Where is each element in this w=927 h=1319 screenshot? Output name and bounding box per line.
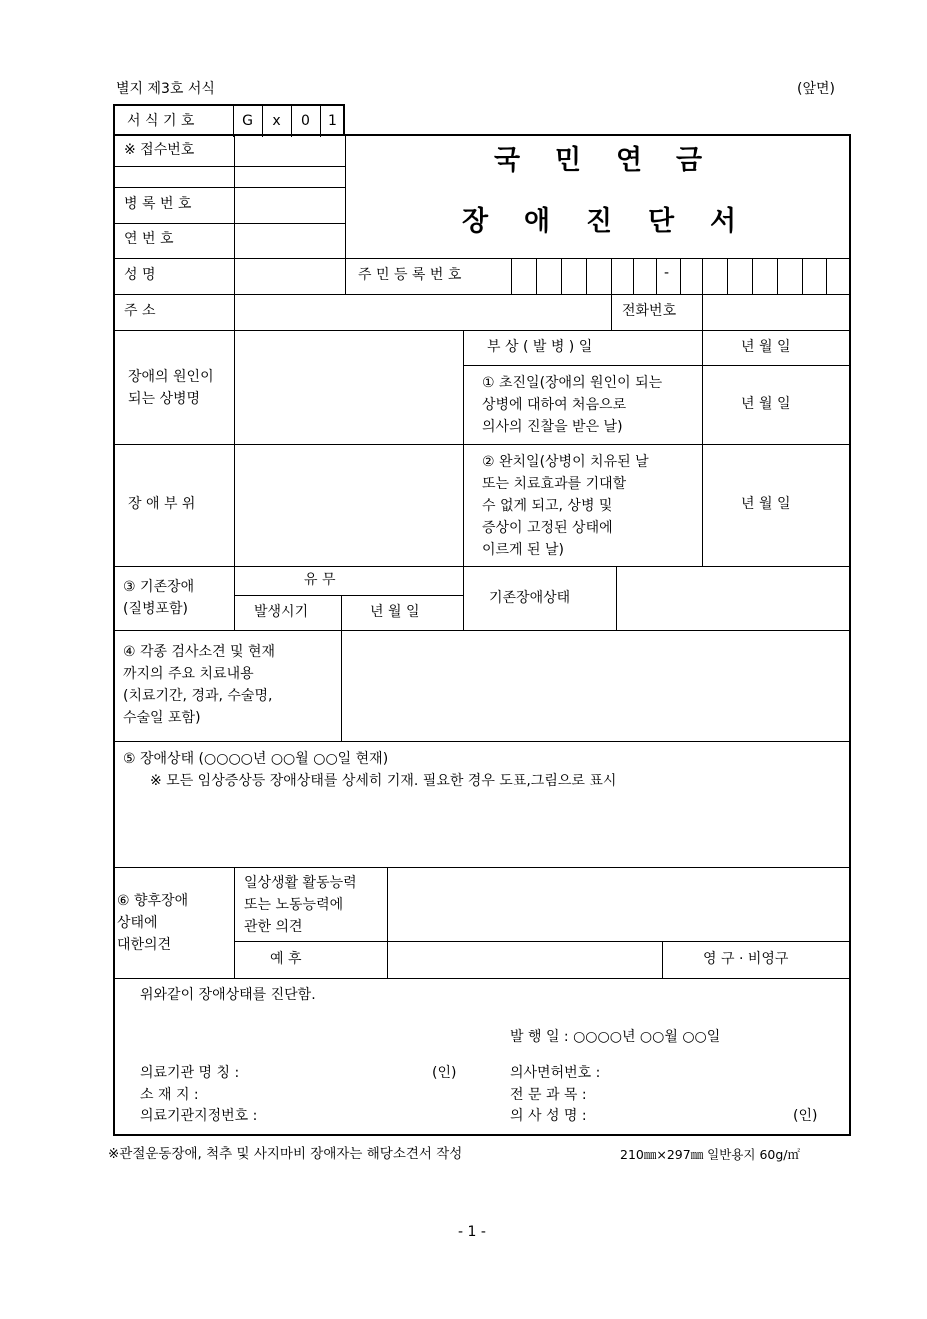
daily-ability-line: 관한 의견: [244, 919, 303, 935]
cure-date-line: 증상이 고정된 상태에: [482, 520, 613, 536]
onset-label: 발생시기: [254, 604, 309, 620]
pre-existing-label: [123, 576, 194, 620]
cause-label: [128, 366, 214, 410]
daily-ability-line: 일상생활 활동능력: [244, 875, 357, 891]
serial-no-label: 연 번 호: [124, 231, 174, 247]
footer-note: ※관절운동장애, 척추 및 사지마비 장애자는 해당소견서 작성: [108, 1146, 463, 1162]
exam-label-line: 수술일 포함): [123, 710, 201, 726]
rrn-dash: -: [664, 265, 670, 281]
page-side: (앞면): [797, 81, 835, 97]
cure-date-line: 수 없게 되고, 상병 및: [482, 498, 613, 514]
state-label: ⑤ 장애상태 (○○○○년 ○○월 ○○일 현재): [123, 751, 389, 767]
address-label: 주 소: [124, 303, 156, 319]
form-code-box: [113, 104, 345, 135]
title-char: 국: [494, 145, 521, 176]
hospital-seal: (인): [432, 1065, 457, 1081]
state-note: ※ 모든 임상증상등 장애상태를 상세히 기재. 필요한 경우 도표,그림으로 표시: [150, 773, 617, 789]
daily-ability-label: [244, 872, 357, 938]
future-label-line: 상태에: [117, 915, 158, 931]
future-label-line: 대한의견: [117, 937, 172, 953]
title-char: 장: [462, 206, 489, 237]
form-code-char: 0: [301, 113, 310, 129]
title-char: 서: [710, 206, 737, 237]
main-table: [113, 134, 851, 1136]
first-visit-label: [482, 372, 662, 438]
specialty-label: 전 문 과 목 :: [510, 1087, 587, 1103]
cure-date-line: ② 완치일(상병이 치유된 날: [482, 454, 649, 470]
title-char: 애: [524, 206, 551, 237]
form-code-label: 서 식 기 호: [127, 113, 195, 129]
license-no-label: 의사면허번호 :: [510, 1065, 601, 1081]
exam-label-line: (치료기간, 경과, 수술명,: [123, 688, 273, 704]
pre-existing-line: ③ 기존장애: [123, 579, 195, 595]
title-char: 금: [676, 145, 703, 176]
hospital-name-label: 의료기관 명 칭 :: [140, 1065, 240, 1081]
diagnosis-text: 위와같이 장애상태를 진단함.: [140, 987, 316, 1003]
document-title: [346, 135, 850, 258]
cure-date-ymd: 년 월 일: [741, 496, 791, 512]
paper-spec: 210㎜×297㎜ 일반용지 60g/㎡: [620, 1147, 800, 1162]
rrn-label: 주 민 등 록 번 호: [358, 267, 462, 283]
page-number: - 1 -: [458, 1224, 486, 1240]
title-char: 민: [555, 145, 582, 176]
disability-part-label: 장 애 부 위: [128, 496, 196, 512]
title-char: 연: [616, 145, 643, 176]
exam-label: [123, 641, 275, 729]
cure-date-line: 이르게 된 날): [482, 542, 564, 558]
phone-label: 전화번호: [622, 303, 677, 319]
first-visit-line: 상병에 대하여 처음으로: [482, 397, 627, 413]
cure-date-line: 또는 치료효과를 기대할: [482, 476, 627, 492]
future-label-line: ⑥ 향후장애: [117, 893, 189, 909]
receipt-no-label: ※ 접수번호: [124, 142, 195, 158]
hospital-id-label: 의료기관지정번호 :: [140, 1108, 258, 1124]
future-label: [117, 890, 188, 956]
form-code-char: x: [272, 113, 281, 129]
form-label: 별지 제3호 서식: [116, 81, 215, 97]
location-label: 소 재 지 :: [140, 1087, 199, 1103]
permanent-label: 영 구 · 비영구: [703, 951, 789, 967]
doctor-name-label: 의 사 성 명 :: [510, 1108, 587, 1124]
cause-label-line: 장애의 원인이: [128, 369, 214, 385]
prognosis-label: 예 후: [270, 951, 302, 967]
first-visit-line: 의사의 진찰을 받은 날): [482, 419, 623, 435]
presence-label: 유 무: [304, 572, 336, 588]
cause-label-line: 되는 상병명: [128, 391, 201, 407]
onset-ymd: 년 월 일: [370, 604, 420, 620]
exam-label-line: ④ 각종 검사소견 및 현재: [123, 644, 276, 660]
first-visit-ymd: 년 월 일: [741, 396, 791, 412]
issue-date: 발 행 일 : ○○○○년 ○○월 ○○일: [510, 1029, 721, 1045]
daily-ability-line: 또는 노동능력에: [244, 897, 344, 913]
pre-existing-line: (질병포함): [123, 601, 189, 617]
form-code-char: 1: [328, 113, 337, 129]
cure-date-label: [482, 451, 649, 561]
form-code-char: G: [242, 113, 253, 129]
medical-record-label: 병 록 번 호: [124, 196, 192, 212]
name-label: 성 명: [124, 267, 156, 283]
injury-date-ymd: 년 월 일: [741, 339, 791, 355]
pre-existing-state-label: 기존장애상태: [489, 590, 571, 606]
injury-date-label: 부 상 ( 발 병 ) 일: [487, 339, 593, 355]
first-visit-line: ① 초진일(장애의 원인이 되는: [482, 375, 663, 391]
exam-label-line: 까지의 주요 치료내용: [123, 666, 254, 682]
title-char: 진: [586, 206, 613, 237]
doctor-seal: (인): [793, 1108, 818, 1124]
title-char: 단: [648, 206, 675, 237]
